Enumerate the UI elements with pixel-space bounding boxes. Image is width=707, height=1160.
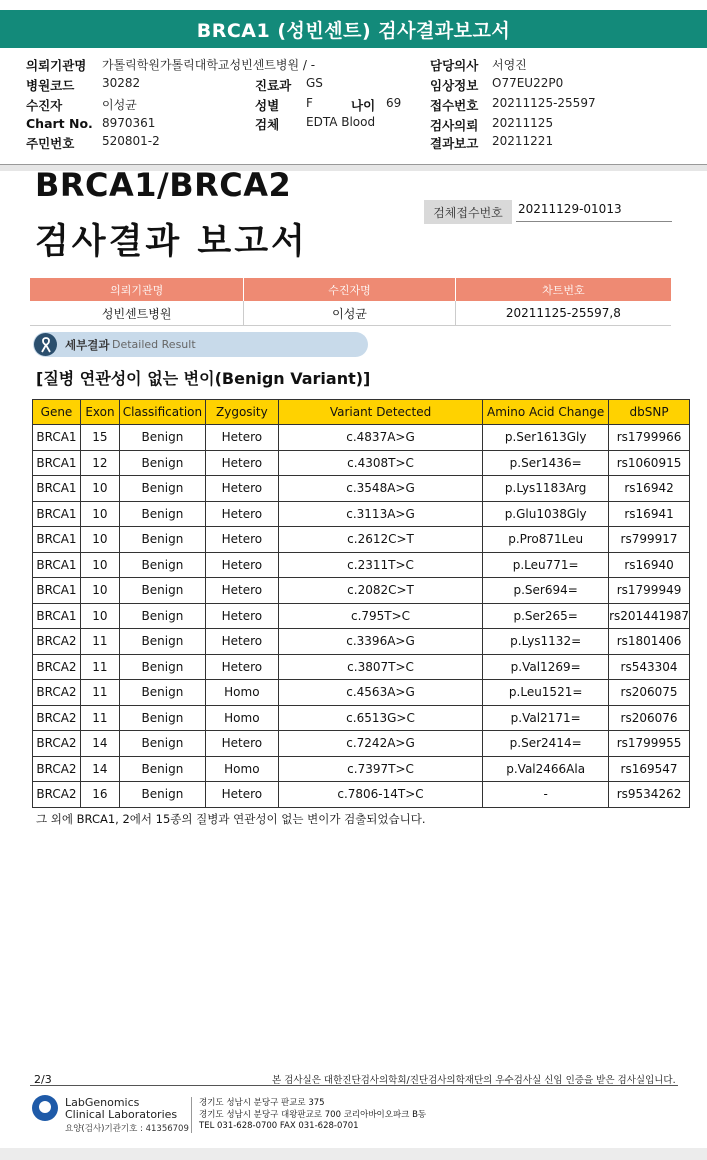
- table-cell: rs206075: [609, 680, 690, 706]
- table-cell: c.6513G>C: [278, 705, 482, 731]
- table-cell: Benign: [119, 629, 205, 655]
- table-cell: p.Val1269=: [483, 654, 609, 680]
- column-header: dbSNP: [609, 400, 690, 425]
- lab-address: 경기도 성남시 분당구 판교로 375: [199, 1098, 325, 1108]
- table-cell: rs543304: [609, 654, 690, 680]
- info-label: 담당의사: [430, 58, 479, 73]
- table-cell: 11: [80, 654, 119, 680]
- table-cell: Hetero: [205, 782, 278, 808]
- summary-header: 수진자명: [244, 278, 455, 301]
- table-cell: BRCA2: [33, 705, 81, 731]
- info-label: 진료과: [255, 78, 292, 93]
- table-cell: rs16940: [609, 552, 690, 578]
- column-header: Gene: [33, 400, 81, 425]
- table-cell: BRCA1: [33, 425, 81, 451]
- table-cell: BRCA1: [33, 501, 81, 527]
- table-cell: c.7242A>G: [278, 731, 482, 757]
- table-cell: BRCA2: [33, 680, 81, 706]
- column-header: Variant Detected: [278, 400, 482, 425]
- table-cell: Hetero: [205, 731, 278, 757]
- report-title: BRCA1 (성빈센트) 검사결과보고서: [196, 19, 511, 42]
- table-cell: Hetero: [205, 501, 278, 527]
- table-cell: c.4563A>G: [278, 680, 482, 706]
- table-cell: c.4837A>G: [278, 425, 482, 451]
- result-note: 그 외에 BRCA1, 2에서 15종의 질병과 연관성이 없는 변이가 검출되었습니다.: [36, 812, 426, 826]
- table-cell: BRCA1: [33, 527, 81, 553]
- table-cell: c.2082C>T: [278, 578, 482, 604]
- table-cell: Hetero: [205, 603, 278, 629]
- table-cell: c.3807T>C: [278, 654, 482, 680]
- info-label: Chart No.: [26, 116, 93, 131]
- table-cell: 14: [80, 731, 119, 757]
- info-value: O77EU22P0: [492, 76, 564, 90]
- table-cell: Benign: [119, 756, 205, 782]
- table-cell: rs1060915: [609, 450, 690, 476]
- info-label: 주민번호: [26, 136, 75, 151]
- ribbon-icon: [34, 333, 57, 356]
- table-row: [33, 450, 690, 476]
- table-cell: Benign: [119, 501, 205, 527]
- table-row: [33, 527, 690, 553]
- table-row: [33, 705, 690, 731]
- table-cell: c.7806-14T>C: [278, 782, 482, 808]
- table-cell: p.Val2466Ala: [483, 756, 609, 782]
- table-cell: Hetero: [205, 527, 278, 553]
- info-value: 20211125: [492, 116, 554, 130]
- table-cell: p.Leu771=: [483, 552, 609, 578]
- table-cell: BRCA2: [33, 629, 81, 655]
- table-cell: p.Ser694=: [483, 578, 609, 604]
- table-cell: Benign: [119, 782, 205, 808]
- table-cell: rs1799955: [609, 731, 690, 757]
- table-cell: Benign: [119, 705, 205, 731]
- table-cell: 15: [80, 425, 119, 451]
- table-cell: Hetero: [205, 578, 278, 604]
- footer-divider: [30, 1085, 678, 1086]
- table-cell: Hetero: [205, 552, 278, 578]
- report-heading: BRCA1/BRCA2: [35, 166, 292, 204]
- table-cell: rs206076: [609, 705, 690, 731]
- table-row: [33, 603, 690, 629]
- detailed-result-pill: [33, 332, 368, 357]
- table-cell: p.Ser265=: [483, 603, 609, 629]
- table-cell: c.795T>C: [278, 603, 482, 629]
- info-label: 성별: [255, 98, 280, 113]
- table-cell: rs201441987: [609, 603, 690, 629]
- lab-subtitle: Clinical Laboratories: [65, 1108, 178, 1121]
- table-cell: Benign: [119, 578, 205, 604]
- table-cell: 10: [80, 501, 119, 527]
- table-cell: Benign: [119, 476, 205, 502]
- table-cell: 16: [80, 782, 119, 808]
- variant-table-header: [33, 400, 690, 425]
- table-cell: Homo: [205, 705, 278, 731]
- table-row: [33, 476, 690, 502]
- table-row: [33, 731, 690, 757]
- lab-code: 요양(검사)기관기호 : 41356709: [65, 1124, 189, 1134]
- info-value: 20211221: [492, 134, 554, 148]
- info-label: 수진자: [26, 98, 63, 113]
- table-cell: Benign: [119, 731, 205, 757]
- info-label: 병원코드: [26, 78, 75, 93]
- info-value: F: [306, 96, 313, 110]
- table-cell: rs1801406: [609, 629, 690, 655]
- summary-header: 의뢰기관명: [30, 278, 244, 301]
- detailed-result-label: 세부결과: [65, 338, 110, 352]
- info-label: 나이: [351, 98, 376, 113]
- info-value: 8970361: [102, 116, 156, 130]
- labgenomics-logo-icon: [32, 1095, 58, 1121]
- table-cell: BRCA1: [33, 450, 81, 476]
- table-cell: rs9534262: [609, 782, 690, 808]
- table-row: [33, 501, 690, 527]
- column-header: Zygosity: [205, 400, 278, 425]
- table-cell: Benign: [119, 680, 205, 706]
- specimen-label: 검체접수번호: [424, 200, 512, 224]
- report-title-bar: [0, 10, 707, 48]
- table-cell: BRCA1: [33, 603, 81, 629]
- table-cell: p.Val2171=: [483, 705, 609, 731]
- table-cell: 10: [80, 578, 119, 604]
- info-label: 결과보고: [430, 136, 479, 151]
- table-cell: 11: [80, 680, 119, 706]
- info-value: GS: [306, 76, 323, 90]
- certification-note: 본 검사실은 대한진단검사의학회/진단검사의학재단의 우수검사실 신임 인증을 받은 검사실입니다.: [272, 1075, 676, 1086]
- table-cell: rs16942: [609, 476, 690, 502]
- table-cell: p.Lys1132=: [483, 629, 609, 655]
- info-value: 20211125-25597: [492, 96, 596, 110]
- table-cell: p.Ser1613Gly: [483, 425, 609, 451]
- specimen-value: 20211129-01013: [516, 200, 672, 222]
- lab-contact: TEL 031-628-0700 FAX 031-628-0701: [199, 1121, 359, 1131]
- table-row: [33, 782, 690, 808]
- info-value: 69: [386, 96, 402, 110]
- table-cell: c.3548A>G: [278, 476, 482, 502]
- detailed-result-label-en: Detailed Result: [112, 338, 196, 351]
- summary-header-row: [30, 278, 671, 301]
- table-cell: Hetero: [205, 425, 278, 451]
- table-row: [33, 654, 690, 680]
- table-cell: Hetero: [205, 476, 278, 502]
- table-row: [33, 629, 690, 655]
- table-cell: 14: [80, 756, 119, 782]
- table-cell: BRCA2: [33, 731, 81, 757]
- table-row: [33, 425, 690, 451]
- table-cell: -: [483, 782, 609, 808]
- summary-value: 이성균: [244, 301, 455, 325]
- table-cell: c.3113A>G: [278, 501, 482, 527]
- table-cell: c.4308T>C: [278, 450, 482, 476]
- summary-value: 20211125-25597,8: [505, 306, 621, 320]
- table-cell: BRCA1: [33, 578, 81, 604]
- lab-name: LabGenomics: [65, 1096, 140, 1109]
- info-label: 임상정보: [430, 78, 479, 93]
- table-cell: p.Glu1038Gly: [483, 501, 609, 527]
- table-cell: p.Ser1436=: [483, 450, 609, 476]
- table-cell: 10: [80, 476, 119, 502]
- table-cell: p.Ser2414=: [483, 731, 609, 757]
- summary-header: 차트번호: [542, 283, 585, 297]
- table-cell: c.7397T>C: [278, 756, 482, 782]
- page-edge: [0, 1148, 707, 1160]
- table-cell: rs169547: [609, 756, 690, 782]
- table-cell: Benign: [119, 603, 205, 629]
- table-cell: Hetero: [205, 629, 278, 655]
- table-cell: c.2612C>T: [278, 527, 482, 553]
- table-row: [33, 680, 690, 706]
- summary-value: 성빈센트병원: [30, 301, 244, 325]
- info-value: 520801-2: [102, 134, 160, 148]
- info-value: 서영진: [492, 58, 527, 72]
- table-cell: rs799917: [609, 527, 690, 553]
- table-cell: 12: [80, 450, 119, 476]
- column-header: Amino Acid Change: [483, 400, 609, 425]
- table-row: [33, 756, 690, 782]
- table-cell: 10: [80, 552, 119, 578]
- table-row: [33, 578, 690, 604]
- table-cell: p.Pro871Leu: [483, 527, 609, 553]
- info-label: 검체: [255, 117, 280, 132]
- table-cell: BRCA2: [33, 654, 81, 680]
- column-header: Classification: [119, 400, 205, 425]
- info-value: 가톨릭학원가톨릭대학교성빈센트병원 / -: [102, 58, 316, 72]
- table-cell: Benign: [119, 552, 205, 578]
- variant-table: [32, 399, 690, 808]
- table-cell: 11: [80, 705, 119, 731]
- info-value: EDTA Blood: [306, 115, 376, 129]
- table-cell: Homo: [205, 756, 278, 782]
- table-cell: BRCA1: [33, 552, 81, 578]
- section-title: [질병 연관성이 없는 변이(Benign Variant)]: [36, 369, 371, 388]
- table-cell: p.Lys1183Arg: [483, 476, 609, 502]
- table-cell: 10: [80, 527, 119, 553]
- table-cell: 11: [80, 629, 119, 655]
- table-cell: BRCA1: [33, 476, 81, 502]
- table-cell: BRCA2: [33, 782, 81, 808]
- table-cell: Benign: [119, 654, 205, 680]
- report-subheading: 검사결과 보고서: [35, 222, 308, 262]
- column-header: Exon: [80, 400, 119, 425]
- table-cell: rs16941: [609, 501, 690, 527]
- table-cell: Hetero: [205, 450, 278, 476]
- table-cell: p.Leu1521=: [483, 680, 609, 706]
- info-label: 검사의뢰: [430, 118, 479, 133]
- patient-info: [0, 54, 707, 162]
- info-value: 30282: [102, 76, 141, 90]
- table-cell: Hetero: [205, 654, 278, 680]
- table-cell: c.3396A>G: [278, 629, 482, 655]
- table-row: [33, 552, 690, 578]
- lab-address: 경기도 성남시 분당구 대왕판교로 700 코리아바이오파크 B동: [199, 1110, 427, 1120]
- specimen-number: [424, 200, 670, 224]
- summary-table: [30, 278, 671, 326]
- info-value: 이성균: [102, 98, 137, 112]
- table-cell: Benign: [119, 527, 205, 553]
- info-label: 접수번호: [430, 98, 479, 113]
- table-cell: rs1799949: [609, 578, 690, 604]
- page-number: 2/3: [34, 1073, 52, 1086]
- table-cell: 10: [80, 603, 119, 629]
- table-cell: Homo: [205, 680, 278, 706]
- table-cell: c.2311T>C: [278, 552, 482, 578]
- summary-value-row: [30, 301, 671, 326]
- table-cell: BRCA2: [33, 756, 81, 782]
- table-cell: Benign: [119, 450, 205, 476]
- info-label: 의뢰기관명: [26, 58, 87, 73]
- footer-divider-vertical: [191, 1097, 192, 1133]
- table-cell: Benign: [119, 425, 205, 451]
- table-cell: rs1799966: [609, 425, 690, 451]
